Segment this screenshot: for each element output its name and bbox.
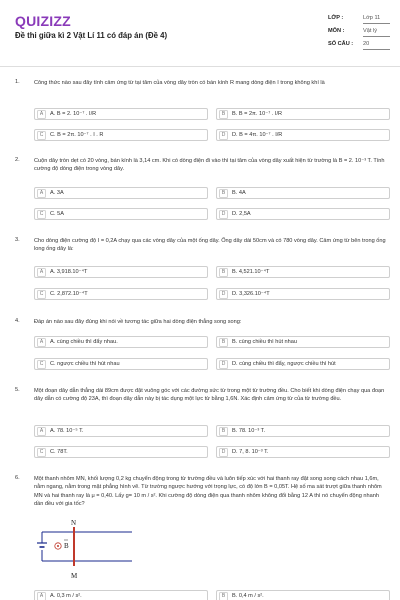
question-number: 5. — [15, 387, 20, 393]
meta-row-class — [328, 15, 390, 28]
option-b[interactable] — [216, 108, 390, 120]
rail-diagram — [34, 519, 134, 581]
field-label: B — [64, 542, 69, 550]
option-d[interactable] — [216, 288, 390, 300]
meta-key: LỚP : — [328, 15, 344, 21]
option-text: A. cùng chiều thì đẩy nhau. — [50, 339, 118, 345]
option-c[interactable] — [34, 288, 208, 300]
option-letter: D — [219, 131, 228, 140]
option-letter: C — [37, 131, 46, 140]
option-letter: A — [37, 338, 46, 347]
option-letter: D — [219, 360, 228, 369]
option-text: C. ngược chiều thì hút nhau — [50, 361, 120, 367]
rail-circuit-figure — [34, 519, 134, 581]
label-m: M — [71, 572, 78, 580]
option-text: C. 5A — [50, 211, 64, 217]
option-a[interactable] — [34, 266, 208, 278]
option-text: A. 3A — [50, 190, 64, 196]
option-letter: C — [37, 360, 46, 369]
option-text: C. 78T. — [50, 449, 68, 455]
option-b[interactable] — [216, 187, 390, 199]
page-title: Đề thi giữa kì 2 Vật Lí 11 có đáp án (Đề 4) — [15, 31, 168, 40]
option-text: B. 78. 10⁻³ T. — [232, 428, 266, 434]
option-letter: D — [219, 290, 228, 299]
option-letter: A — [37, 189, 46, 198]
option-b[interactable] — [216, 590, 390, 600]
option-d[interactable] — [216, 358, 390, 370]
option-d[interactable] — [216, 208, 390, 220]
option-letter: B — [219, 427, 228, 436]
option-b[interactable] — [216, 425, 390, 437]
option-letter: B — [219, 268, 228, 277]
option-text: A. 0,3 m / s². — [50, 593, 82, 599]
option-letter: B — [219, 338, 228, 347]
option-letter: A — [37, 110, 46, 119]
meta-value: 20 — [363, 41, 390, 50]
question-text: Một đoạn dây dẫn thẳng dài 89cm được đặt vuông góc với các đường sức từ trong một từ trường đều. Cho biết khi dòng điện chạy qua đoạn dây dẫn có cường độ 23A, thì đoạn dây dẫn này bị tác dụng một lực từ bằng 1,6N. Xác định cảm ứng từ của từ trường đều. — [34, 388, 385, 403]
question-text: Cho dòng điện cường độ I = 0,2A chạy qua các vòng dây của một ống dây. Ống dây dài 50cm và có 780 vòng dây. Cảm ứng từ bên trong ống long ống dây là: — [34, 238, 386, 253]
option-letter: B — [219, 592, 228, 600]
meta-value: Vật lý — [363, 28, 390, 37]
option-c[interactable] — [34, 208, 208, 220]
meta-key: SỐ CÂU : — [328, 41, 354, 47]
option-text: A. 78. 10⁻⁵ T. — [50, 428, 84, 434]
label-n: N — [71, 519, 77, 527]
option-text: D. 3,326.10⁻⁴T — [232, 291, 270, 297]
option-a[interactable] — [34, 187, 208, 199]
meta-row-subject — [328, 28, 390, 41]
option-a[interactable] — [34, 425, 208, 437]
question-number: 2. — [15, 157, 20, 163]
option-text: D. B = 4π. 10⁻⁷ . I/R — [232, 132, 283, 138]
option-text: B. 0,4 m / s². — [232, 593, 264, 599]
option-letter: A — [37, 427, 46, 436]
option-b[interactable] — [216, 266, 390, 278]
question-text: Đáp án nào sau đây đúng khi nói về tương tác giữa hai dòng điện thẳng song song: — [34, 319, 242, 325]
option-text: C. B = 2π. 10⁻⁷ . I . R — [50, 132, 104, 138]
option-text: D. 7, 8. 10⁻³ T. — [232, 449, 269, 455]
meta-box — [328, 15, 390, 54]
option-letter: B — [219, 189, 228, 198]
quizizz-logo: QUIZIZZ — [15, 13, 71, 29]
option-letter: B — [219, 110, 228, 119]
option-a[interactable] — [34, 108, 208, 120]
meta-key: MÔN : — [328, 28, 345, 34]
meta-value: Lớp 11 — [363, 15, 390, 24]
question-text: Một thanh nhôm MN, khối lượng 0,2 kg chuyển động trong từ trường đều và luôn tiếp xúc với hai thanh ray đặt song song cách nhau 1,6m, nằm ngang, nằm trong mặt phẳng hình vẽ. Từ trường ngược hướng với trọng lực, có độ lớn B = 0,05T. Hệ số ma sát trượt giữa thanh nhôm MN và hai thanh ray là μ = 0,40. Lấy g= 10 m / s². Khi cường độ dòng điện qua thanh nhôm không đổi bằng 12 A thì nó chuyển động nhanh dần đều với gia tốc? — [34, 476, 382, 508]
option-d[interactable] — [216, 446, 390, 458]
option-b[interactable] — [216, 336, 390, 348]
option-letter: C — [37, 448, 46, 457]
option-letter: D — [219, 448, 228, 457]
question-number: 6. — [15, 475, 20, 481]
option-text: B. cùng chiều thì hút nhau — [232, 339, 297, 345]
option-a[interactable] — [34, 336, 208, 348]
option-d[interactable] — [216, 129, 390, 141]
option-letter: A — [37, 268, 46, 277]
option-letter: C — [37, 290, 46, 299]
option-text: D. cùng chiều thì đẩy, ngược chiều thì hút — [232, 361, 336, 367]
question-text: Công thức nào sau đây tính cảm ứng từ tại tâm của vòng dây tròn có bán kính R mang dòng điện I trong không khí là — [34, 80, 325, 86]
question-number: 3. — [15, 237, 20, 243]
option-a[interactable] — [34, 590, 208, 600]
option-text: A. 3,918.10⁻⁴T — [50, 269, 88, 275]
option-letter: C — [37, 210, 46, 219]
option-letter: A — [37, 592, 46, 600]
option-text: C. 2,872.10⁻⁴T — [50, 291, 88, 297]
meta-row-count — [328, 41, 390, 54]
option-letter: D — [219, 210, 228, 219]
question-number: 4. — [15, 318, 20, 324]
question-text: Cuộn dây tròn dẹt có 20 vòng, bán kính là 3,14 cm. Khi có dòng điện đi vào thì tại tâm của vòng dây xuất hiện từ trường là B = 2. 10⁻³ T. Tính cường độ dòng điện trong vòng dây. — [34, 158, 385, 173]
option-c[interactable] — [34, 129, 208, 141]
option-text: B. 4,521.10⁻⁴T — [232, 269, 270, 275]
question-number: 1. — [15, 79, 20, 85]
header-divider — [0, 66, 400, 67]
option-c[interactable] — [34, 446, 208, 458]
option-text: D. 2,5A — [232, 211, 251, 217]
option-text: B. B = 2π. 10⁻⁷ . I/R — [232, 111, 283, 117]
option-text: B. 4A — [232, 190, 246, 196]
option-text: A. B = 2. 10⁻⁷ . I/R — [50, 111, 97, 117]
option-c[interactable] — [34, 358, 208, 370]
